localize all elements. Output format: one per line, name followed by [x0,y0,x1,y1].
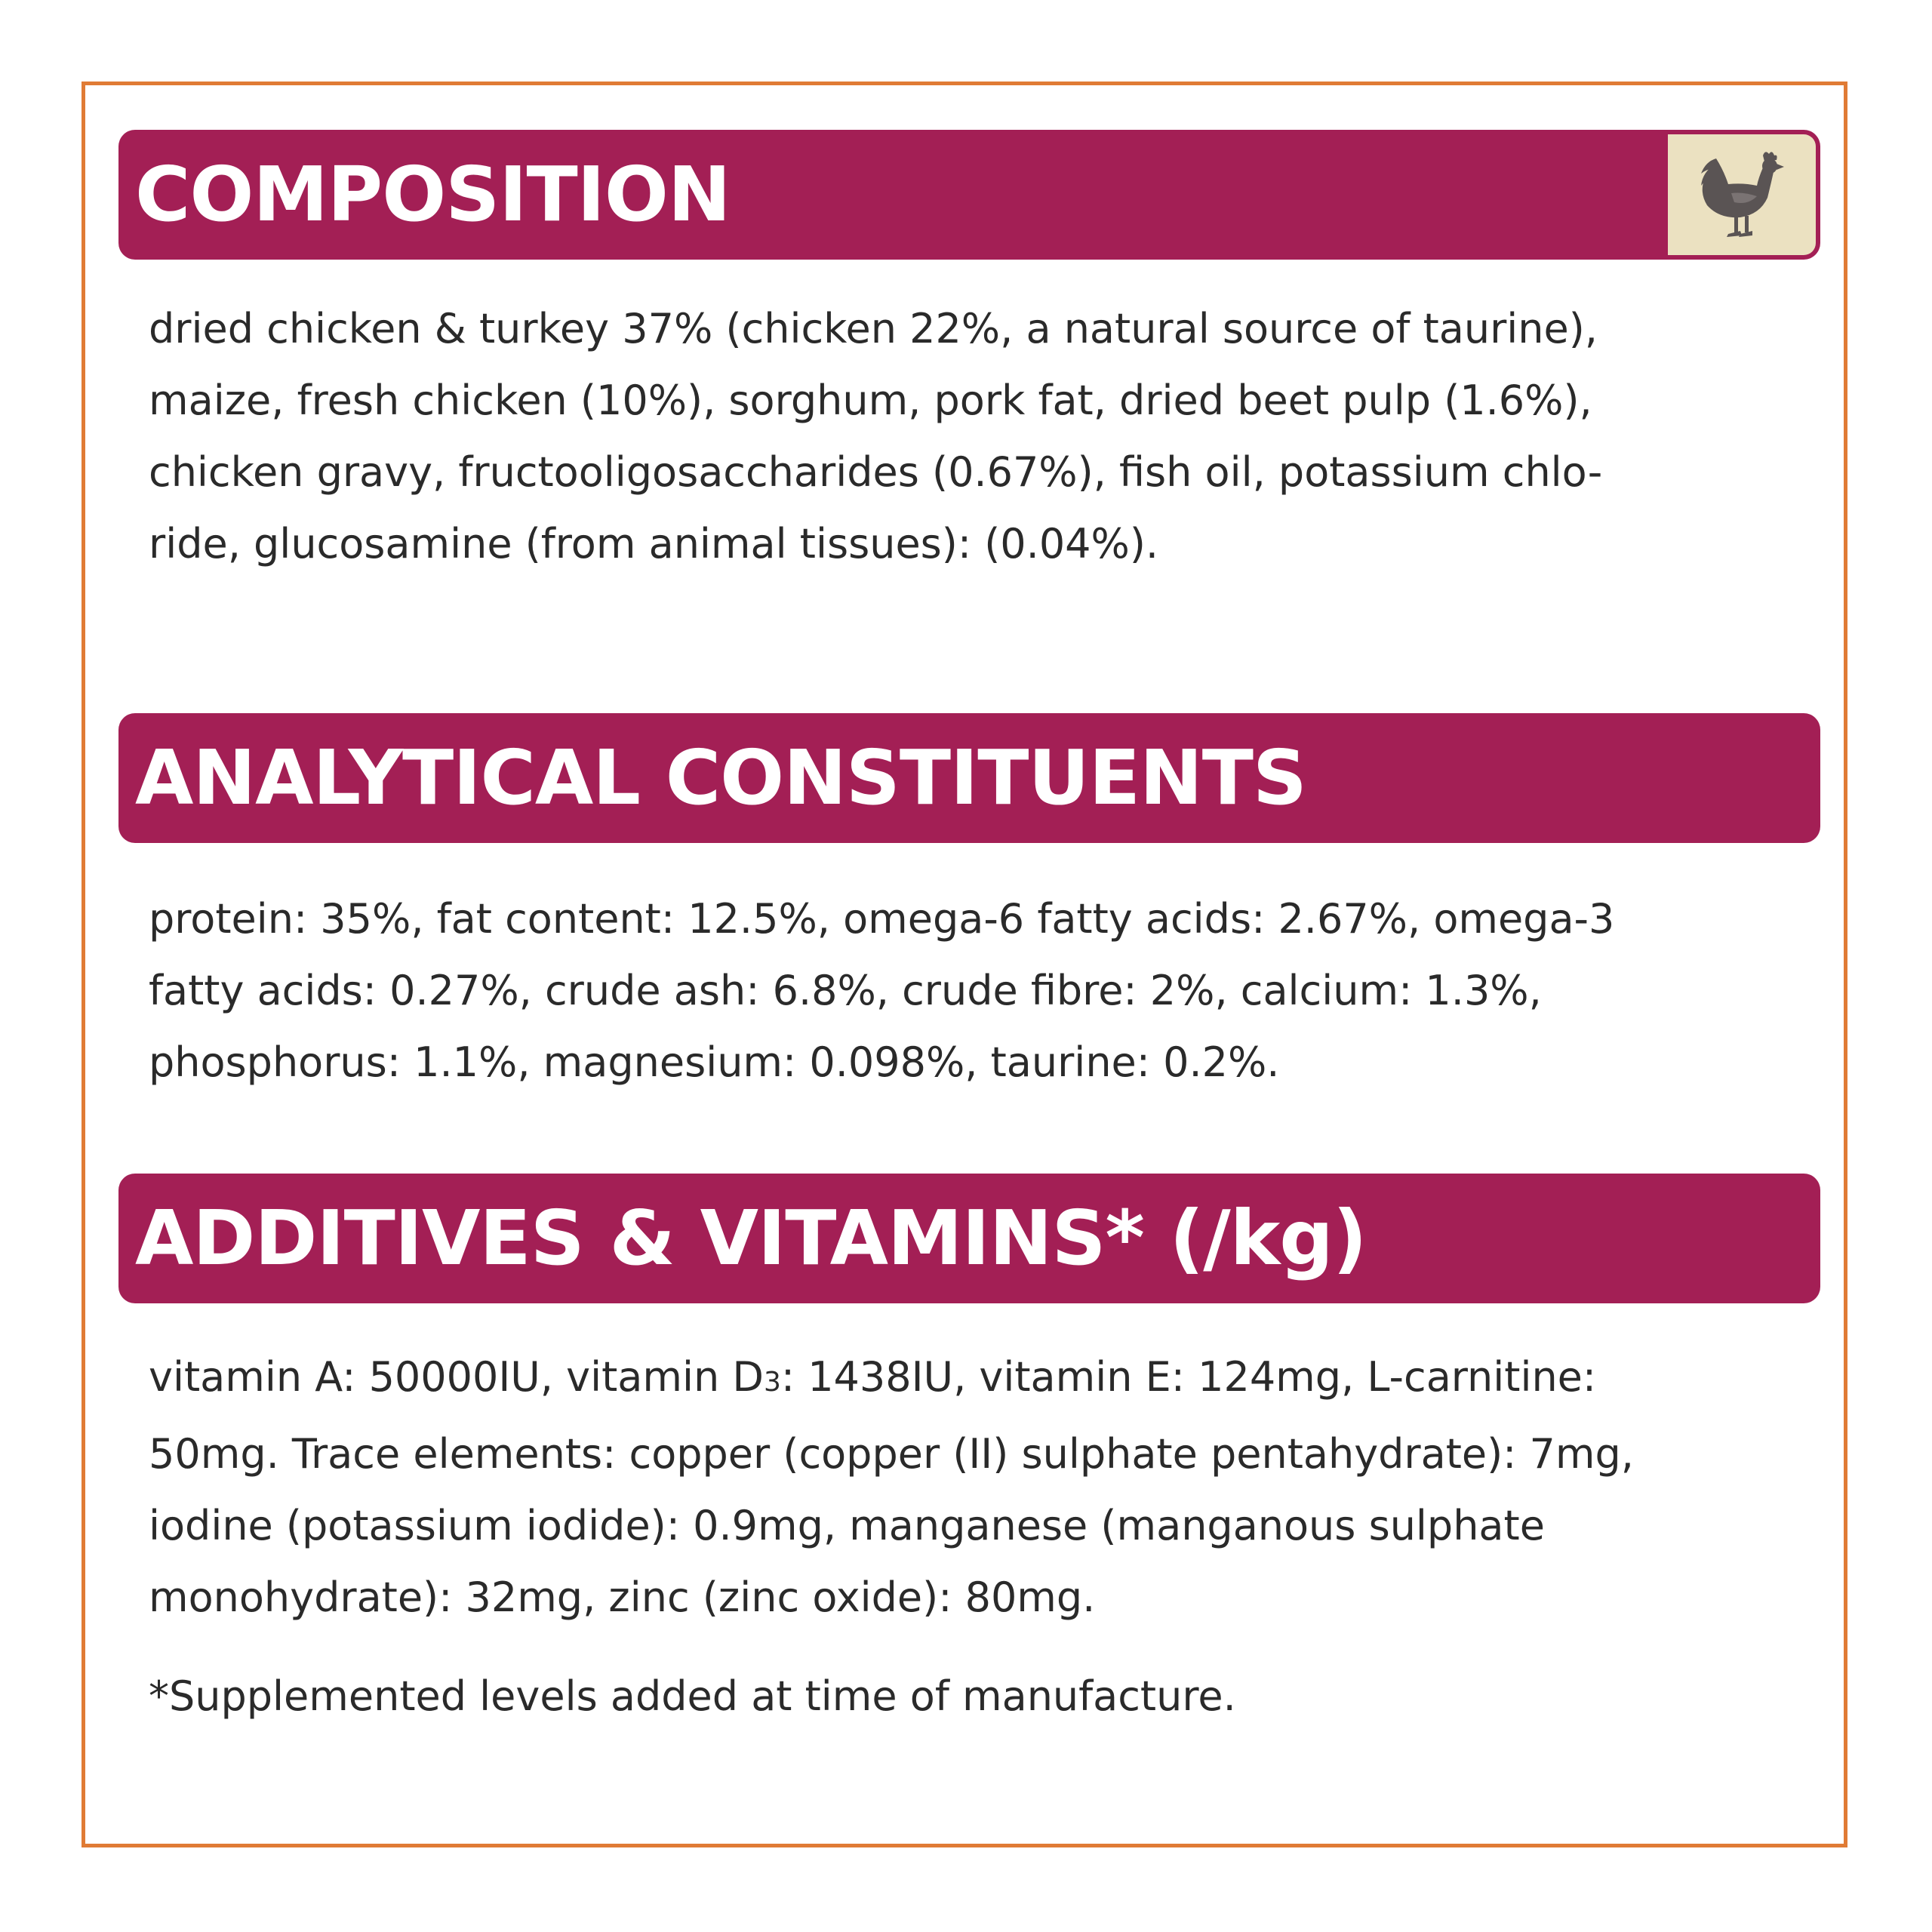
composition-line: maize, fresh chicken (10%), sorghum, pork fat, dried beet pulp (1.6%), [149,377,1592,424]
additives-line-part: vitamin A: 50000IU, vitamin D [149,1353,764,1401]
footnote-text: *Supplemented levels added at time of manufacture. [149,1672,1236,1720]
additives-line: monohydrate): 32mg, zinc (zinc oxide): 80mg. [149,1574,1096,1621]
analytical-line: phosphorus: 1.1%, magnesium: 0.098%, taurine: 0.2%. [149,1038,1280,1086]
additives-vitamins-banner [118,1174,1820,1303]
composition-title: COMPOSITION [135,150,731,238]
additives-line: 50mg. Trace elements: copper (copper (II) sulphate pentahydrate): 7mg, [149,1430,1634,1478]
additives-vitamins-title: ADDITIVES & VITAMINS* (/kg) [135,1194,1367,1282]
composition-text [149,293,1824,580]
additives-line: iodine (potassium iodide): 0.9mg, manganese (manganous sulphate [149,1502,1545,1549]
composition-line: chicken gravy, fructooligosaccharides (0.67%), fish oil, potassium chlo- [149,448,1603,496]
analytical-line: fatty acids: 0.27%, crude ash: 6.8%, crude fibre: 2%, calcium: 1.3%, [149,967,1542,1014]
vitamin-d-subscript: 3 [763,1367,781,1398]
additives-line-part: : 1438IU, vitamin E: 124mg, L-carnitine: [780,1353,1597,1401]
additives-vitamins-text [149,1341,1824,1633]
composition-banner [118,130,1820,260]
chicken-icon [1698,148,1789,242]
analytical-constituents-text [149,883,1824,1098]
chicken-icon-box [1668,134,1816,255]
composition-line: ride, glucosamine (from animal tissues): (0.04%). [149,520,1159,568]
additives-line [149,1341,1824,1418]
analytical-constituents-banner [118,713,1820,843]
composition-line: dried chicken & turkey 37% (chicken 22%, a natural source of taurine), [149,305,1598,352]
analytical-constituents-title: ANALYTICAL CONSTITUENTS [135,734,1306,822]
analytical-line: protein: 35%, fat content: 12.5%, omega-6 fatty acids: 2.67%, omega-3 [149,895,1615,943]
footnote [149,1660,1824,1732]
